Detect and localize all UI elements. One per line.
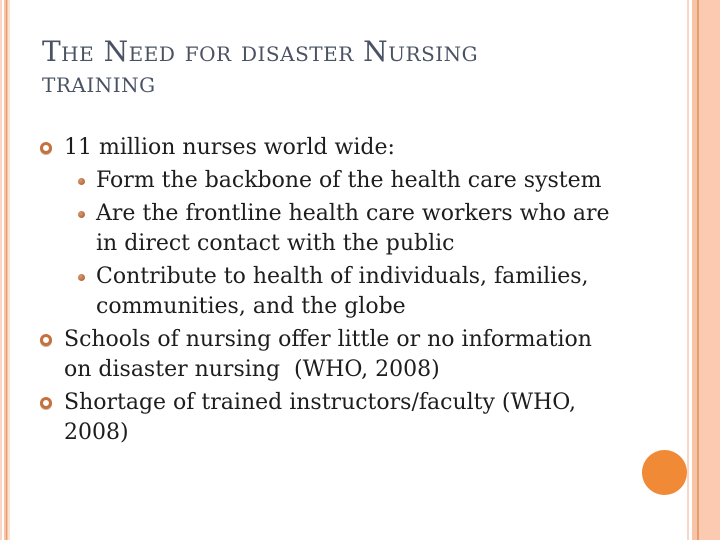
list-item xyxy=(40,325,680,385)
bullet-text xyxy=(96,262,680,322)
list-item xyxy=(40,388,680,448)
text-line: Form the backbone of the health care system xyxy=(96,168,602,193)
text-line: 11 million nurses world wide: xyxy=(64,135,395,160)
accent-circle xyxy=(642,450,687,495)
bullet-text xyxy=(96,199,680,259)
text-line: Are the frontline health care workers who are xyxy=(96,201,610,226)
bullet-text xyxy=(96,166,680,196)
text-line: Contribute to health of individuals, families, xyxy=(96,264,589,289)
bullet-text xyxy=(64,325,680,385)
bullet-list xyxy=(40,133,680,451)
dot-bullet-icon xyxy=(78,211,85,218)
text-line: Shortage of trained instructors/faculty (WHO, xyxy=(64,390,577,415)
ring-bullet-icon xyxy=(40,142,52,154)
page-title xyxy=(42,36,602,98)
title-line: The Need for disaster Nursing xyxy=(42,35,479,68)
list-item xyxy=(40,133,680,163)
ring-bullet-icon xyxy=(40,397,52,409)
title-line: training xyxy=(42,66,156,99)
text-line: communities, and the globe xyxy=(96,294,406,319)
dot-bullet-icon xyxy=(78,274,85,281)
right-stripe-decoration xyxy=(684,0,720,540)
bullet-text xyxy=(64,388,680,448)
list-subitem xyxy=(40,262,680,322)
list-subitem xyxy=(40,199,680,259)
bullet-text xyxy=(64,133,680,163)
list-subitem xyxy=(40,166,680,196)
left-stripe-decoration xyxy=(0,0,10,540)
text-line: on disaster nursing (WHO, 2008) xyxy=(64,357,440,382)
text-line: Schools of nursing offer little or no information xyxy=(64,327,592,352)
ring-bullet-icon xyxy=(40,334,52,346)
dot-bullet-icon xyxy=(78,178,85,185)
text-line: in direct contact with the public xyxy=(96,231,455,256)
text-line: 2008) xyxy=(64,420,129,445)
